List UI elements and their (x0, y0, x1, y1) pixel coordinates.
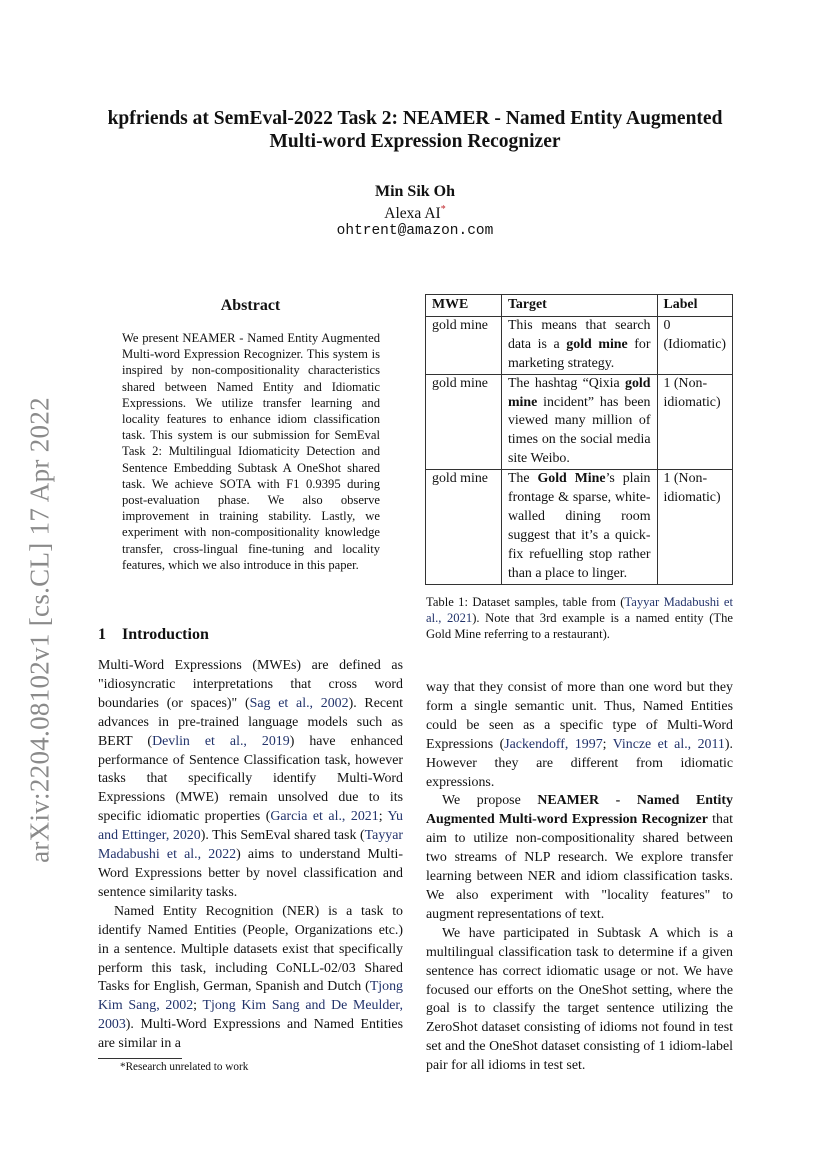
text-run: ’s plain frontage & sparse, white-walled dining room suggest that it’s a quick-fix refuelling stop rather than a place to linger. (507, 471, 651, 581)
text-run: ). Recent advances in pre-trained language models such as BERT ( (98, 695, 403, 749)
text-run: This means that search data is a (507, 317, 651, 352)
paper-title-line1: kpfriends at SemEval-2022 Task 2: NEAMER - Named Entity Augmented (107, 108, 723, 129)
system-name: NEAMER - Named Entity Augmented Multi-word Expression Recognizer (426, 793, 733, 828)
table-header-row (426, 295, 733, 317)
dataset-table (425, 294, 733, 585)
text-run: that aim to utilize non-compositionality shared between two streams of NLP research. We explore transfer learning between NER and idiom classification tasks. We also experiment with "locality features" to augment representations of text. (426, 812, 733, 922)
table-row (426, 374, 733, 470)
mwe-cell: gold mine (426, 316, 502, 374)
footnote-rule (98, 1058, 182, 1059)
table-header-cell: Label (657, 295, 733, 317)
left-column (98, 657, 403, 1054)
mwe-cell: gold mine (426, 470, 502, 584)
citation-link[interactable]: Tayyar Madabushi et al., 2022 (98, 828, 404, 863)
table-row (426, 316, 733, 374)
highlighted-expression: Gold Mine (537, 471, 606, 487)
text-run: for marketing strategy. (507, 336, 651, 371)
target-cell (501, 470, 657, 584)
section-heading (98, 626, 209, 644)
intro-paragraph-2 (98, 903, 403, 1054)
table-header-cell: MWE (426, 295, 502, 317)
text-run: ; (378, 809, 388, 825)
text-run: ). Note that 3rd example is a named entity (The Gold Mine referring to a restaurant). (426, 611, 733, 642)
abstract-body: We present NEAMER - Named Entity Augmented Multi-word Expression Recognizer. This system is inspired by non-compositionality characteristics shared between Named Entity and Idiomatic Expressions. We utilize transfer learning and locality features to enhance idiom classification task. This system is our submission for SemEval Task 2: Multilingual Idiomaticity Detection and Sentence Embedding Subtask A OneShot shared task. We achieve SOTA with F1 0.9395 during post-evaluation phase. We also observe improvement in training stability. Lastly, we experiment with non-compositionality knowledge transfer, cross-lingual fine-tuning and locality features, which we also introduce in this paper. (122, 331, 380, 572)
section-title: Introduction (122, 626, 209, 643)
affiliation-name: Alexa AI (384, 205, 441, 223)
text-run: ) aims to understand Multi-Word Expressions better by novel classification and sentence similarity tasks. (98, 847, 403, 900)
text-run: ) have enhanced performance of Sentence Classification task, however tasks that specifically identify Multi-Word Expressions (MWE) remain unsolved due to its specific idiomatic properties ( (98, 733, 404, 825)
label-text: 1 (Non-idiomatic) (663, 375, 721, 410)
author-email: ohtrent@amazon.com (336, 223, 494, 239)
author-affiliation (95, 204, 735, 223)
intro-paragraph-3 (426, 679, 733, 792)
paper-title-line2: Multi-word Expression Recognizer (269, 131, 561, 152)
text-run: Named Entity Recognition (NER) is a task to identify Named Entities (People, Organizations etc.) in a sentence. Multiple datasets exist that specifically perform this task, including CoNLL-02/03 Shared Tasks for English, German, Spanish and Dutch ( (98, 903, 403, 995)
citation-link[interactable]: Sag et al., 2002 (249, 695, 349, 711)
arxiv-identifier: arXiv:2204.08102v1 [cs.CL] 17 Apr 2022 (24, 397, 55, 863)
citation-link[interactable]: Tjong Kim Sang, 2002 (98, 979, 403, 1014)
text-run: Table 1: Dataset samples, table from ( (426, 595, 625, 609)
highlighted-expression: gold mine (566, 336, 628, 352)
table-header-cell: Target (501, 295, 657, 317)
label-text: 1 (Non-idiomatic) (663, 471, 721, 506)
citation-link[interactable]: Devlin et al., 2019 (152, 733, 290, 749)
text-run: ). Multi-Word Expressions and Named Entities are similar in a (98, 1017, 403, 1052)
citation-link[interactable]: Jackendoff, 1997 (504, 736, 603, 752)
citation-link[interactable]: Vincze et al., 2011 (612, 736, 725, 752)
text-run: ). This SemEval shared task ( (200, 828, 365, 844)
section-number: 1 (98, 626, 106, 643)
label-cell (657, 470, 733, 584)
abstract-heading: Abstract (220, 297, 281, 314)
intro-paragraph-5: We have participated in Subtask A which is a multilingual classification task to determine if a given sentence has correct idiomatic usage or not. We have focused our efforts on the OneShot setting, where the goal is to classify the target sentence utilizing the ZeroShot dataset consisting of idioms not found in test set and the OneShot dataset consisting of 1 idiom-label pair for all idioms in test set. (426, 925, 733, 1074)
paper-title (95, 107, 735, 153)
table-caption (426, 594, 733, 643)
citation-link[interactable]: Garcia et al., 2021 (270, 809, 379, 825)
author-name: Min Sik Oh (374, 183, 456, 200)
text-run: ; (602, 736, 613, 752)
citation-link[interactable]: Tayyar Madabushi et al., 2021 (426, 595, 733, 626)
label-cell (657, 316, 733, 374)
intro-paragraph-1 (98, 657, 403, 903)
text-run: incident” has been viewed many million of times on the social media site Weibo. (507, 394, 651, 467)
text-run: Multi-Word Expressions (MWEs) are defined as "idiosyncratic interpretations that cross word boundaries (or spaces)" ( (98, 658, 403, 711)
text-run: We propose (442, 793, 538, 809)
label-cell (657, 374, 733, 470)
right-column (426, 679, 733, 1076)
arxiv-sidebar (22, 360, 58, 900)
affiliation-footnote-mark[interactable]: * (440, 204, 446, 215)
text-run: ; (193, 998, 203, 1014)
intro-paragraph-4 (426, 792, 733, 924)
table-row (426, 470, 733, 584)
label-text: 0 (Idiomatic) (663, 317, 726, 352)
target-cell (501, 374, 657, 470)
text-run: The (507, 471, 538, 487)
citation-link[interactable]: Tjong Kim Sang and De Meulder, 2003 (98, 998, 403, 1033)
target-cell (501, 316, 657, 374)
highlighted-expression: gold mine (507, 375, 651, 410)
text-run: ). However they are different from idiomatic expressions. (426, 736, 733, 790)
text-run: way that they consist of more than one word but they form a single semantic unit. Thus, Named Entities could be seen as a specific type of Multi-Word Expressions ( (426, 680, 733, 752)
text-run: The hashtag “Qixia (507, 375, 626, 391)
mwe-cell: gold mine (426, 374, 502, 470)
citation-link[interactable]: Yu and Ettinger, 2020 (98, 809, 403, 844)
footnote: *Research unrelated to work (120, 1061, 249, 1073)
